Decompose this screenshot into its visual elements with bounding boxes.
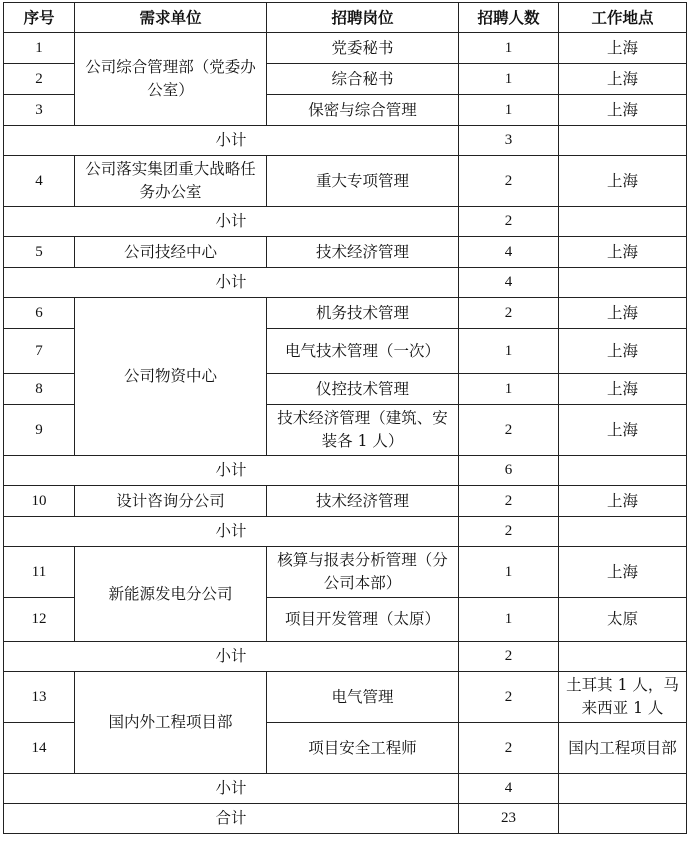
post-cell: 项目开发管理（太原）	[267, 598, 459, 642]
header-post: 招聘岗位	[267, 3, 459, 33]
subtotal-row	[4, 642, 687, 672]
post-cell: 技术经济管理	[267, 486, 459, 517]
seq-cell: 2	[4, 64, 75, 95]
dept-cell: 国内外工程项目部	[75, 672, 267, 774]
subtotal-row	[4, 517, 687, 547]
total-label: 合计	[4, 804, 459, 834]
subtotal-row	[4, 126, 687, 156]
empty-cell	[559, 207, 687, 237]
post-cell: 电气技术管理（一次）	[267, 329, 459, 374]
subtotal-label: 小计	[4, 774, 459, 804]
seq-cell: 12	[4, 598, 75, 642]
location-cell: 上海	[559, 298, 687, 329]
seq-cell: 7	[4, 329, 75, 374]
count-cell: 2	[459, 156, 559, 207]
subtotal-label: 小计	[4, 456, 459, 486]
empty-cell	[559, 456, 687, 486]
subtotal-value: 2	[459, 517, 559, 547]
subtotal-value: 4	[459, 268, 559, 298]
header-dept: 需求单位	[75, 3, 267, 33]
location-cell: 上海	[559, 95, 687, 126]
count-cell: 1	[459, 598, 559, 642]
table-row	[4, 672, 687, 723]
subtotal-row	[4, 207, 687, 237]
seq-cell: 1	[4, 33, 75, 64]
dept-cell: 新能源发电分公司	[75, 547, 267, 642]
subtotal-row	[4, 456, 687, 486]
empty-cell	[559, 804, 687, 834]
subtotal-row	[4, 774, 687, 804]
location-cell: 上海	[559, 64, 687, 95]
seq-cell: 13	[4, 672, 75, 723]
header-location: 工作地点	[559, 3, 687, 33]
count-cell: 1	[459, 329, 559, 374]
subtotal-value: 4	[459, 774, 559, 804]
recruitment-table-container	[3, 2, 687, 834]
empty-cell	[559, 642, 687, 672]
subtotal-value: 6	[459, 456, 559, 486]
subtotal-value: 2	[459, 642, 559, 672]
location-cell: 上海	[559, 405, 687, 456]
dept-cell: 公司物资中心	[75, 298, 267, 456]
location-cell: 上海	[559, 329, 687, 374]
seq-cell: 11	[4, 547, 75, 598]
subtotal-label: 小计	[4, 126, 459, 156]
location-cell: 上海	[559, 237, 687, 268]
dept-cell: 设计咨询分公司	[75, 486, 267, 517]
total-row	[4, 804, 687, 834]
count-cell: 2	[459, 405, 559, 456]
table-row	[4, 298, 687, 329]
subtotal-row	[4, 268, 687, 298]
subtotal-value: 2	[459, 207, 559, 237]
post-cell: 电气管理	[267, 672, 459, 723]
header-row	[4, 3, 687, 33]
total-value: 23	[459, 804, 559, 834]
dept-cell: 公司综合管理部（党委办公室）	[75, 33, 267, 126]
location-cell: 上海	[559, 486, 687, 517]
table-row	[4, 237, 687, 268]
subtotal-label: 小计	[4, 207, 459, 237]
location-cell: 上海	[559, 156, 687, 207]
seq-cell: 14	[4, 723, 75, 774]
recruitment-table	[3, 2, 687, 834]
post-cell: 重大专项管理	[267, 156, 459, 207]
location-cell: 上海	[559, 547, 687, 598]
seq-cell: 3	[4, 95, 75, 126]
table-row	[4, 33, 687, 64]
post-cell: 仪控技术管理	[267, 374, 459, 405]
header-seq: 序号	[4, 3, 75, 33]
subtotal-value: 3	[459, 126, 559, 156]
location-cell: 土耳其 1 人，马来西亚 1 人	[559, 672, 687, 723]
count-cell: 4	[459, 237, 559, 268]
post-cell: 党委秘书	[267, 33, 459, 64]
empty-cell	[559, 268, 687, 298]
subtotal-label: 小计	[4, 517, 459, 547]
empty-cell	[559, 126, 687, 156]
header-count: 招聘人数	[459, 3, 559, 33]
seq-cell: 5	[4, 237, 75, 268]
post-cell: 技术经济管理	[267, 237, 459, 268]
location-cell: 国内工程项目部	[559, 723, 687, 774]
count-cell: 2	[459, 723, 559, 774]
dept-cell: 公司落实集团重大战略任务办公室	[75, 156, 267, 207]
post-cell: 核算与报表分析管理（分公司本部）	[267, 547, 459, 598]
seq-cell: 4	[4, 156, 75, 207]
seq-cell: 6	[4, 298, 75, 329]
post-cell: 项目安全工程师	[267, 723, 459, 774]
empty-cell	[559, 517, 687, 547]
count-cell: 2	[459, 486, 559, 517]
location-cell: 上海	[559, 33, 687, 64]
post-cell: 机务技术管理	[267, 298, 459, 329]
dept-cell: 公司技经中心	[75, 237, 267, 268]
post-cell: 保密与综合管理	[267, 95, 459, 126]
table-row	[4, 547, 687, 598]
count-cell: 1	[459, 64, 559, 95]
subtotal-label: 小计	[4, 268, 459, 298]
count-cell: 1	[459, 33, 559, 64]
count-cell: 1	[459, 95, 559, 126]
seq-cell: 9	[4, 405, 75, 456]
count-cell: 1	[459, 374, 559, 405]
table-row	[4, 156, 687, 207]
location-cell: 上海	[559, 374, 687, 405]
location-cell: 太原	[559, 598, 687, 642]
count-cell: 1	[459, 547, 559, 598]
empty-cell	[559, 774, 687, 804]
seq-cell: 8	[4, 374, 75, 405]
count-cell: 2	[459, 298, 559, 329]
post-cell: 综合秘书	[267, 64, 459, 95]
seq-cell: 10	[4, 486, 75, 517]
post-cell: 技术经济管理（建筑、安装各 1 人）	[267, 405, 459, 456]
count-cell: 2	[459, 672, 559, 723]
table-row	[4, 486, 687, 517]
subtotal-label: 小计	[4, 642, 459, 672]
